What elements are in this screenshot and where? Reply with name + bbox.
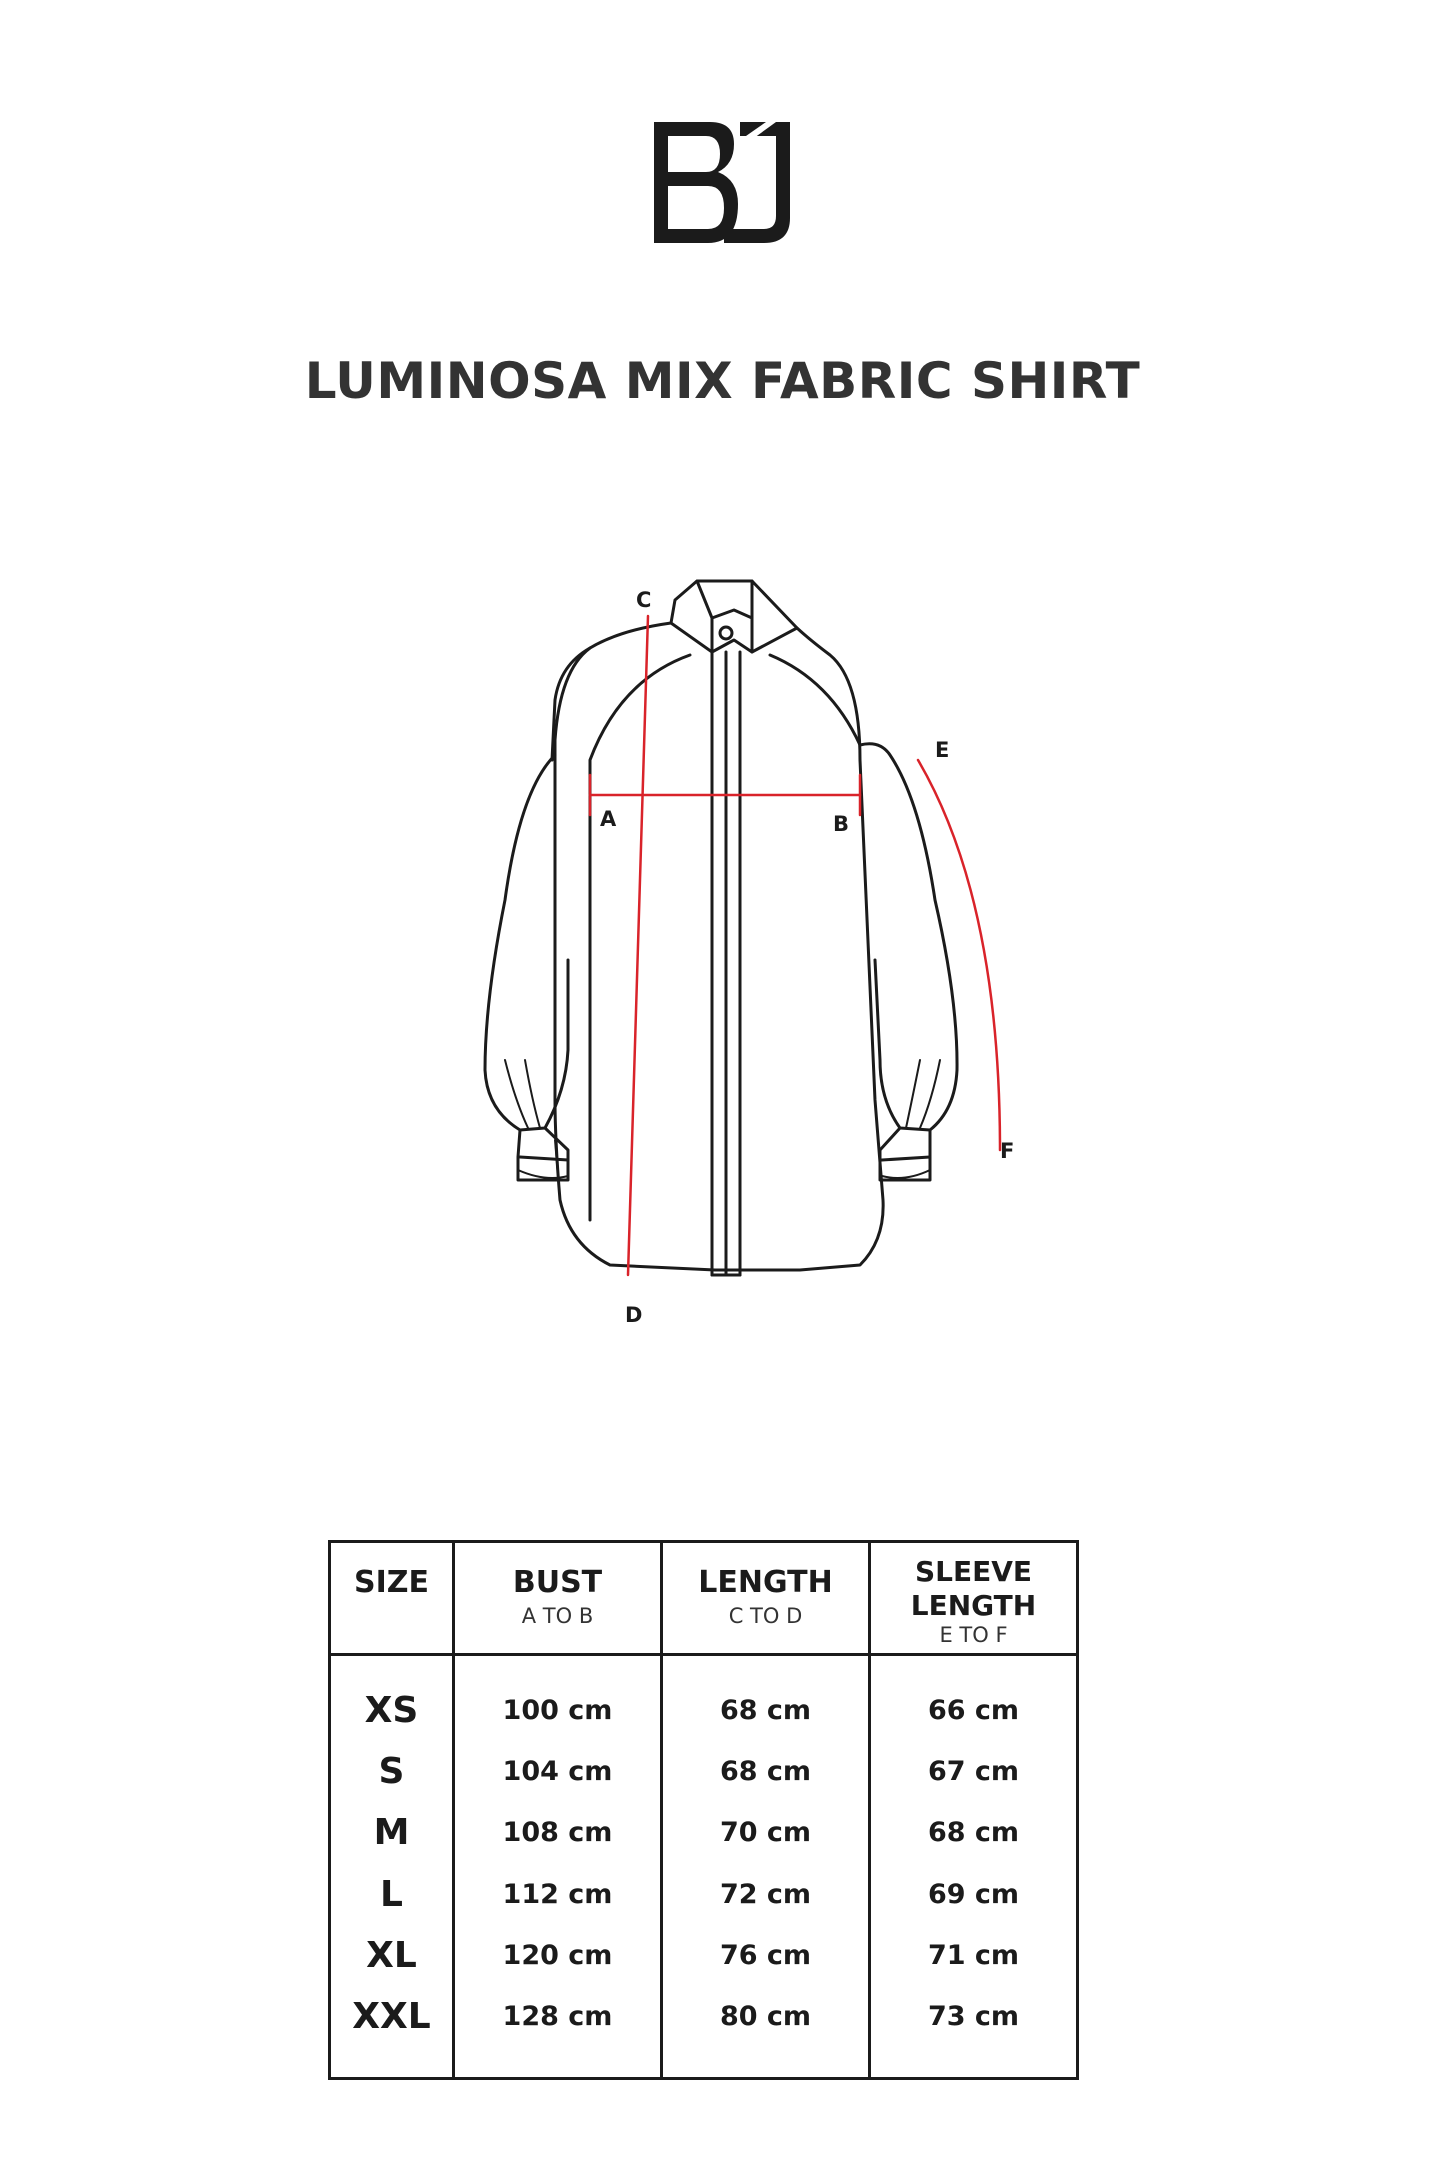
- sleeve-length-column-header: SLEEVE LENGTH E TO F: [870, 1542, 1078, 1655]
- point-f-label: F: [1000, 1139, 1015, 1163]
- size-column-header: SIZE: [330, 1542, 454, 1655]
- table-row: [330, 1863, 1078, 1924]
- size-cell: S: [330, 1741, 454, 1802]
- size-cell: M: [330, 1802, 454, 1863]
- point-e-label: E: [935, 738, 950, 762]
- table-row: [330, 1655, 1078, 1742]
- bust-cell: 112 cm: [454, 1863, 662, 1924]
- length-cell: 68 cm: [662, 1655, 870, 1742]
- length-cell: 72 cm: [662, 1863, 870, 1924]
- point-b-label: B: [833, 812, 850, 836]
- length-column-header: LENGTH C TO D: [662, 1542, 870, 1655]
- size-cell: L: [330, 1863, 454, 1924]
- table-row: [330, 1925, 1078, 1986]
- point-d-label: D: [625, 1303, 643, 1327]
- length-cell: 68 cm: [662, 1741, 870, 1802]
- bust-cell: 108 cm: [454, 1802, 662, 1863]
- length-cell: 76 cm: [662, 1925, 870, 1986]
- length-cell: 80 cm: [662, 1986, 870, 2079]
- bust-column-header: BUST A TO B: [454, 1542, 662, 1655]
- length-cell: 70 cm: [662, 1802, 870, 1863]
- sleeve-cell: 67 cm: [870, 1741, 1078, 1802]
- bust-cell: 104 cm: [454, 1741, 662, 1802]
- point-a-label: A: [600, 807, 617, 831]
- sleeve-cell: 71 cm: [870, 1925, 1078, 1986]
- size-cell: XS: [330, 1655, 454, 1742]
- table-header-row: [330, 1542, 1078, 1655]
- sleeve-cell: 66 cm: [870, 1655, 1078, 1742]
- size-chart-table: [328, 1540, 1079, 2080]
- table-row: [330, 1741, 1078, 1802]
- bust-cell: 100 cm: [454, 1655, 662, 1742]
- sleeve-cell: 73 cm: [870, 1986, 1078, 2079]
- size-cell: XXL: [330, 1986, 454, 2079]
- bust-cell: 128 cm: [454, 1986, 662, 2079]
- size-cell: XL: [330, 1925, 454, 1986]
- table-row: [330, 1802, 1078, 1863]
- table-row: [330, 1986, 1078, 2079]
- page-title: LUMINOSA MIX FABRIC SHIRT: [304, 352, 1141, 410]
- bust-cell: 120 cm: [454, 1925, 662, 1986]
- sleeve-cell: 68 cm: [870, 1802, 1078, 1863]
- sleeve-cell: 69 cm: [870, 1863, 1078, 1924]
- point-c-label: C: [636, 588, 652, 612]
